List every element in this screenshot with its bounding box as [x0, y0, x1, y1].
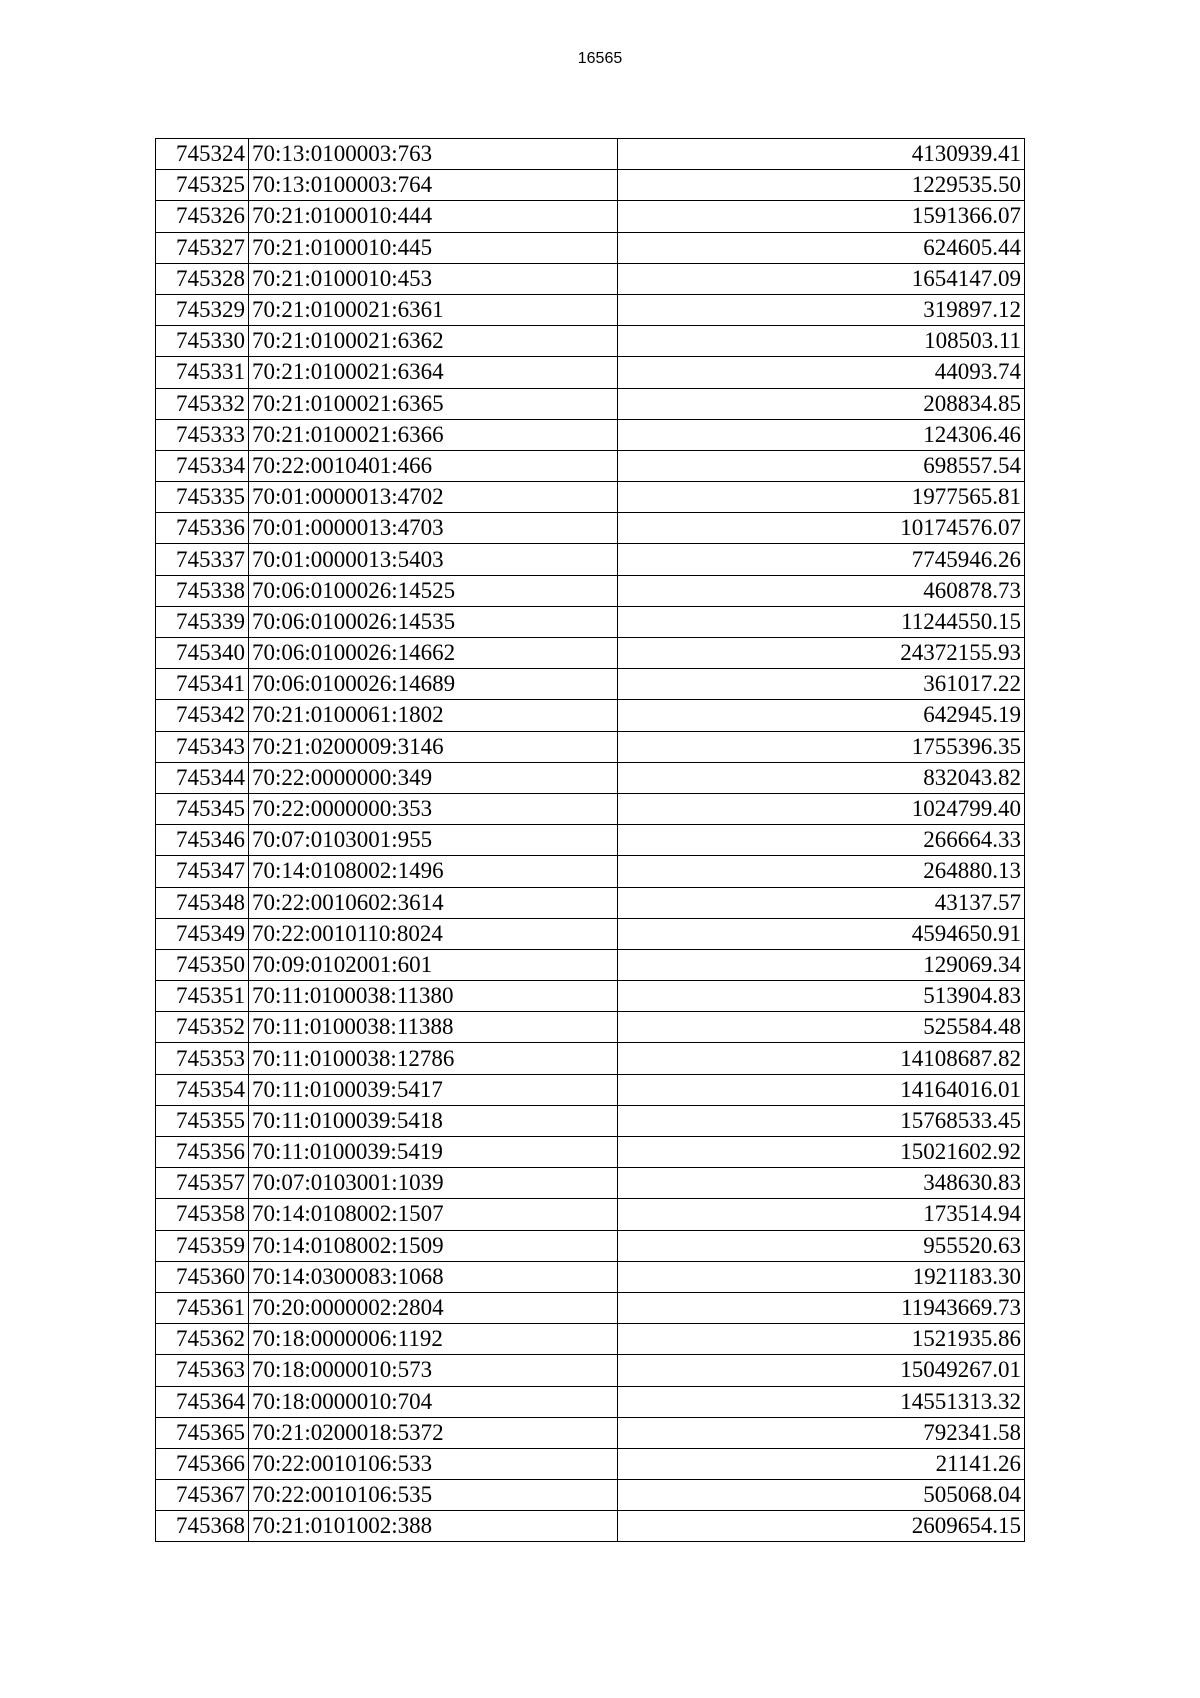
table-row: [156, 1448, 1025, 1479]
cadastral-number-cell: 70:11:0100039:5419: [249, 1137, 618, 1168]
table-row: [156, 793, 1025, 824]
cadastral-value-cell: 15768533.45: [618, 1105, 1025, 1136]
cadastral-number-cell: 70:21:0100010:445: [249, 232, 618, 263]
cadastral-number-cell: 70:21:0101002:388: [249, 1511, 618, 1542]
cadastral-value-cell: 4130939.41: [618, 139, 1025, 170]
cadastral-number-cell: 70:21:0100061:1802: [249, 700, 618, 731]
row-number-cell: 745332: [156, 388, 249, 419]
cadastral-value-cell: 24372155.93: [618, 638, 1025, 669]
row-number-cell: 745352: [156, 1012, 249, 1043]
cadastral-value-cell: 1921183.30: [618, 1261, 1025, 1292]
cadastral-number-cell: 70:21:0200018:5372: [249, 1417, 618, 1448]
cadastral-value-cell: 11943669.73: [618, 1292, 1025, 1323]
row-number-cell: 745334: [156, 450, 249, 481]
table-row: [156, 762, 1025, 793]
table-row: [156, 700, 1025, 731]
table-row: [156, 887, 1025, 918]
cadastral-number-cell: 70:22:0010106:535: [249, 1480, 618, 1511]
cadastral-value-cell: 108503.11: [618, 326, 1025, 357]
cadastral-number-cell: 70:21:0100010:444: [249, 201, 618, 232]
cadastral-number-cell: 70:18:0000010:704: [249, 1386, 618, 1417]
cadastral-value-cell: 525584.48: [618, 1012, 1025, 1043]
table-row: [156, 1105, 1025, 1136]
row-number-cell: 745365: [156, 1417, 249, 1448]
table-row: [156, 294, 1025, 325]
cadastral-value-cell: 2609654.15: [618, 1511, 1025, 1542]
row-number-cell: 745354: [156, 1074, 249, 1105]
cadastral-value-cell: 266664.33: [618, 825, 1025, 856]
row-number-cell: 745329: [156, 294, 249, 325]
table-row: [156, 1074, 1025, 1105]
table-row: [156, 731, 1025, 762]
cadastral-value-cell: 10174576.07: [618, 513, 1025, 544]
table-row: [156, 544, 1025, 575]
cadastral-value-cell: 4594650.91: [618, 918, 1025, 949]
table-row: [156, 575, 1025, 606]
cadastral-number-cell: 70:01:0000013:4703: [249, 513, 618, 544]
cadastral-value-cell: 1654147.09: [618, 263, 1025, 294]
page-number: 16565: [577, 50, 623, 67]
cadastral-number-cell: 70:07:0103001:1039: [249, 1168, 618, 1199]
cadastral-number-cell: 70:07:0103001:955: [249, 825, 618, 856]
cadastral-number-cell: 70:20:0000002:2804: [249, 1292, 618, 1323]
cadastral-value-cell: 124306.46: [618, 419, 1025, 450]
row-number-cell: 745337: [156, 544, 249, 575]
cadastral-value-cell: 348630.83: [618, 1168, 1025, 1199]
cadastral-value-cell: 7745946.26: [618, 544, 1025, 575]
cadastral-value-cell: 1521935.86: [618, 1324, 1025, 1355]
table-row: [156, 1137, 1025, 1168]
table-row: [156, 1355, 1025, 1386]
table-body: [156, 139, 1025, 1542]
cadastral-value-cell: 513904.83: [618, 981, 1025, 1012]
row-number-cell: 745358: [156, 1199, 249, 1230]
row-number-cell: 745341: [156, 669, 249, 700]
cadastral-number-cell: 70:09:0102001:601: [249, 949, 618, 980]
row-number-cell: 745357: [156, 1168, 249, 1199]
cadastral-value-cell: 14551313.32: [618, 1386, 1025, 1417]
table-row: [156, 201, 1025, 232]
row-number-cell: 745346: [156, 825, 249, 856]
cadastral-number-cell: 70:18:0000010:573: [249, 1355, 618, 1386]
cadastral-number-cell: 70:22:0010602:3614: [249, 887, 618, 918]
row-number-cell: 745340: [156, 638, 249, 669]
cadastral-number-cell: 70:14:0108002:1507: [249, 1199, 618, 1230]
row-number-cell: 745348: [156, 887, 249, 918]
table-row: [156, 326, 1025, 357]
cadastral-value-cell: 955520.63: [618, 1230, 1025, 1261]
cadastral-number-cell: 70:22:0010401:466: [249, 450, 618, 481]
row-number-cell: 745363: [156, 1355, 249, 1386]
table-row: [156, 1043, 1025, 1074]
cadastral-number-cell: 70:13:0100003:764: [249, 170, 618, 201]
cadastral-value-cell: 361017.22: [618, 669, 1025, 700]
cadastral-value-cell: 173514.94: [618, 1199, 1025, 1230]
table-row: [156, 170, 1025, 201]
table-row: [156, 669, 1025, 700]
table-row: [156, 1511, 1025, 1542]
cadastral-value-cell: 624605.44: [618, 232, 1025, 263]
cadastral-number-cell: 70:06:0100026:14689: [249, 669, 618, 700]
cadastral-value-cell: 208834.85: [618, 388, 1025, 419]
cadastral-number-cell: 70:13:0100003:763: [249, 139, 618, 170]
cadastral-number-cell: 70:06:0100026:14662: [249, 638, 618, 669]
row-number-cell: 745360: [156, 1261, 249, 1292]
cadastral-value-cell: 43137.57: [618, 887, 1025, 918]
cadastral-value-cell: 698557.54: [618, 450, 1025, 481]
cadastral-number-cell: 70:21:0100021:6362: [249, 326, 618, 357]
cadastral-value-cell: 319897.12: [618, 294, 1025, 325]
cadastral-value-cell: 1591366.07: [618, 201, 1025, 232]
cadastral-value-cell: 129069.34: [618, 949, 1025, 980]
row-number-cell: 745356: [156, 1137, 249, 1168]
row-number-cell: 745336: [156, 513, 249, 544]
cadastral-value-cell: 832043.82: [618, 762, 1025, 793]
row-number-cell: 745368: [156, 1511, 249, 1542]
table-row: [156, 1386, 1025, 1417]
cadastral-number-cell: 70:21:0200009:3146: [249, 731, 618, 762]
row-number-cell: 745350: [156, 949, 249, 980]
cadastral-value-table: [155, 138, 1025, 1542]
row-number-cell: 745342: [156, 700, 249, 731]
cadastral-value-cell: 1755396.35: [618, 731, 1025, 762]
cadastral-value-cell: 14108687.82: [618, 1043, 1025, 1074]
cadastral-number-cell: 70:11:0100038:12786: [249, 1043, 618, 1074]
row-number-cell: 745361: [156, 1292, 249, 1323]
table-row: [156, 388, 1025, 419]
table-row: [156, 1230, 1025, 1261]
cadastral-number-cell: 70:14:0300083:1068: [249, 1261, 618, 1292]
cadastral-number-cell: 70:14:0108002:1496: [249, 856, 618, 887]
cadastral-value-cell: 1024799.40: [618, 793, 1025, 824]
cadastral-number-cell: 70:11:0100039:5418: [249, 1105, 618, 1136]
table-row: [156, 139, 1025, 170]
cadastral-number-cell: 70:21:0100021:6364: [249, 357, 618, 388]
cadastral-number-cell: 70:01:0000013:4702: [249, 482, 618, 513]
cadastral-value-cell: 11244550.15: [618, 606, 1025, 637]
row-number-cell: 745362: [156, 1324, 249, 1355]
table-row: [156, 1480, 1025, 1511]
cadastral-number-cell: 70:22:0000000:349: [249, 762, 618, 793]
table-row: [156, 856, 1025, 887]
row-number-cell: 745364: [156, 1386, 249, 1417]
row-number-cell: 745330: [156, 326, 249, 357]
cadastral-value-cell: 264880.13: [618, 856, 1025, 887]
cadastral-value-cell: 505068.04: [618, 1480, 1025, 1511]
cadastral-number-cell: 70:22:0010110:8024: [249, 918, 618, 949]
cadastral-number-cell: 70:06:0100026:14525: [249, 575, 618, 606]
row-number-cell: 745335: [156, 482, 249, 513]
cadastral-value-cell: 792341.58: [618, 1417, 1025, 1448]
table-row: [156, 263, 1025, 294]
row-number-cell: 745333: [156, 419, 249, 450]
row-number-cell: 745349: [156, 918, 249, 949]
cadastral-value-cell: 642945.19: [618, 700, 1025, 731]
table-row: [156, 981, 1025, 1012]
row-number-cell: 745325: [156, 170, 249, 201]
row-number-cell: 745328: [156, 263, 249, 294]
table-row: [156, 1261, 1025, 1292]
table-row: [156, 1199, 1025, 1230]
table-row: [156, 825, 1025, 856]
cadastral-value-cell: 1977565.81: [618, 482, 1025, 513]
table-row: [156, 606, 1025, 637]
row-number-cell: 745359: [156, 1230, 249, 1261]
row-number-cell: 745339: [156, 606, 249, 637]
cadastral-value-cell: 14164016.01: [618, 1074, 1025, 1105]
cadastral-number-cell: 70:21:0100021:6366: [249, 419, 618, 450]
cadastral-value-cell: 460878.73: [618, 575, 1025, 606]
cadastral-number-cell: 70:06:0100026:14535: [249, 606, 618, 637]
row-number-cell: 745343: [156, 731, 249, 762]
table-row: [156, 357, 1025, 388]
row-number-cell: 745355: [156, 1105, 249, 1136]
table-row: [156, 450, 1025, 481]
cadastral-number-cell: 70:11:0100038:11380: [249, 981, 618, 1012]
row-number-cell: 745338: [156, 575, 249, 606]
row-number-cell: 745345: [156, 793, 249, 824]
row-number-cell: 745327: [156, 232, 249, 263]
table-row: [156, 638, 1025, 669]
table-row: [156, 419, 1025, 450]
row-number-cell: 745353: [156, 1043, 249, 1074]
cadastral-value-cell: 21141.26: [618, 1448, 1025, 1479]
cadastral-number-cell: 70:11:0100038:11388: [249, 1012, 618, 1043]
table-row: [156, 1292, 1025, 1323]
row-number-cell: 745344: [156, 762, 249, 793]
row-number-cell: 745331: [156, 357, 249, 388]
cadastral-number-cell: 70:01:0000013:5403: [249, 544, 618, 575]
table-row: [156, 1168, 1025, 1199]
cadastral-value-cell: 44093.74: [618, 357, 1025, 388]
row-number-cell: 745326: [156, 201, 249, 232]
row-number-cell: 745347: [156, 856, 249, 887]
row-number-cell: 745367: [156, 1480, 249, 1511]
table-row: [156, 232, 1025, 263]
row-number-cell: 745351: [156, 981, 249, 1012]
cadastral-number-cell: 70:21:0100021:6365: [249, 388, 618, 419]
table-row: [156, 1012, 1025, 1043]
table-row: [156, 918, 1025, 949]
cadastral-value-cell: 15049267.01: [618, 1355, 1025, 1386]
cadastral-number-cell: 70:22:0000000:353: [249, 793, 618, 824]
row-number-cell: 745366: [156, 1448, 249, 1479]
table-row: [156, 1324, 1025, 1355]
cadastral-value-cell: 15021602.92: [618, 1137, 1025, 1168]
cadastral-number-cell: 70:11:0100039:5417: [249, 1074, 618, 1105]
table-row: [156, 1417, 1025, 1448]
row-number-cell: 745324: [156, 139, 249, 170]
table-row: [156, 949, 1025, 980]
cadastral-number-cell: 70:22:0010106:533: [249, 1448, 618, 1479]
cadastral-number-cell: 70:21:0100010:453: [249, 263, 618, 294]
cadastral-number-cell: 70:21:0100021:6361: [249, 294, 618, 325]
cadastral-number-cell: 70:18:0000006:1192: [249, 1324, 618, 1355]
cadastral-value-cell: 1229535.50: [618, 170, 1025, 201]
cadastral-number-cell: 70:14:0108002:1509: [249, 1230, 618, 1261]
table-row: [156, 482, 1025, 513]
table-row: [156, 513, 1025, 544]
